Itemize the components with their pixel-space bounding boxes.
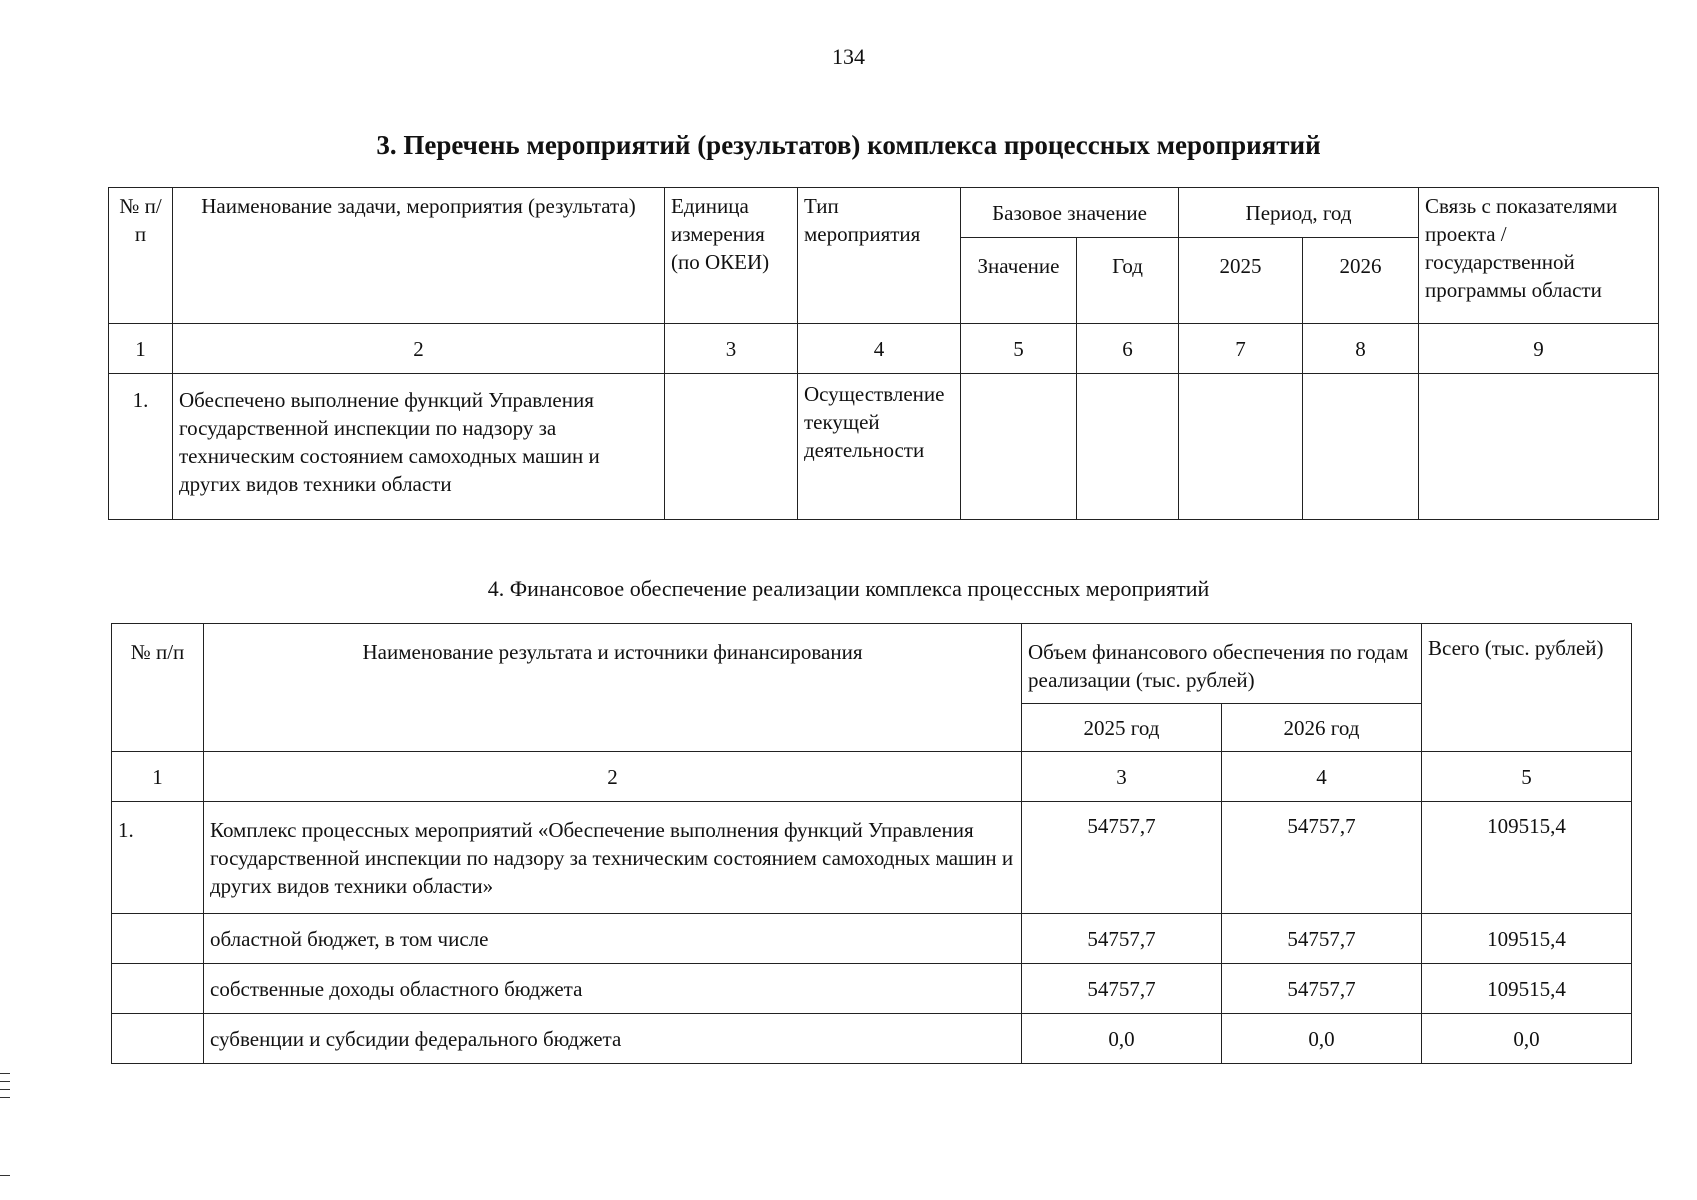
header-volume: Объем финансового обеспечения по годам реализации (тыс. рублей) bbox=[1022, 624, 1422, 704]
col-number: 1 bbox=[109, 324, 173, 374]
row-2026: 54757,7 bbox=[1222, 914, 1422, 964]
row-2026: 0,0 bbox=[1222, 1014, 1422, 1064]
row-total: 109515,4 bbox=[1422, 802, 1632, 914]
header-2026: 2026 год bbox=[1222, 704, 1422, 752]
header-type: Тип мероприятия bbox=[798, 188, 961, 324]
col-number: 1 bbox=[112, 752, 204, 802]
row-base-value bbox=[961, 374, 1077, 520]
row-2026: 54757,7 bbox=[1222, 964, 1422, 1014]
col-number: 6 bbox=[1077, 324, 1179, 374]
header-total: Всего (тыс. рублей) bbox=[1422, 624, 1632, 752]
row-2025: 54757,7 bbox=[1022, 914, 1222, 964]
margin-mark bbox=[0, 1073, 10, 1074]
row-total: 109515,4 bbox=[1422, 914, 1632, 964]
row-2025: 54757,7 bbox=[1022, 964, 1222, 1014]
row-link bbox=[1419, 374, 1659, 520]
row-num: 1. bbox=[112, 802, 204, 914]
header-base-year: Год bbox=[1077, 238, 1179, 324]
table-row bbox=[112, 1014, 1632, 1064]
column-numbers-row bbox=[109, 324, 1659, 374]
row-type: Осуществление текущей деятельности bbox=[798, 374, 961, 520]
header-period: Период, год bbox=[1179, 188, 1419, 238]
col-number: 3 bbox=[1022, 752, 1222, 802]
col-number: 7 bbox=[1179, 324, 1303, 374]
header-2025: 2025 bbox=[1179, 238, 1303, 324]
row-total: 0,0 bbox=[1422, 1014, 1632, 1064]
row-base-year bbox=[1077, 374, 1179, 520]
row-2025: 54757,7 bbox=[1022, 802, 1222, 914]
row-num bbox=[112, 914, 204, 964]
col-number: 4 bbox=[798, 324, 961, 374]
header-num: № п/п bbox=[112, 624, 204, 752]
row-2025: 0,0 bbox=[1022, 1014, 1222, 1064]
financing-table bbox=[111, 623, 1632, 1064]
row-unit bbox=[665, 374, 798, 520]
col-number: 9 bbox=[1419, 324, 1659, 374]
row-name: областной бюджет, в том числе bbox=[204, 914, 1022, 964]
header-2025: 2025 год bbox=[1022, 704, 1222, 752]
row-num bbox=[112, 964, 204, 1014]
margin-mark bbox=[0, 1081, 10, 1082]
header-unit: Единица измерения (по ОКЕИ) bbox=[665, 188, 798, 324]
row-name: Комплекс процессных мероприятий «Обеспечение выполнения функций Управления государственной инспекции по надзору за техническим состоянием самоходных машин и других видов техники области» bbox=[204, 802, 1022, 914]
col-number: 2 bbox=[173, 324, 665, 374]
header-num: № п/п bbox=[109, 188, 173, 324]
page-number: 134 bbox=[832, 44, 865, 69]
margin-mark bbox=[0, 1175, 10, 1176]
col-number: 3 bbox=[665, 324, 798, 374]
table-row bbox=[112, 914, 1632, 964]
col-number: 4 bbox=[1222, 752, 1422, 802]
column-numbers-row bbox=[112, 752, 1632, 802]
row-num: 1. bbox=[109, 374, 173, 520]
header-name: Наименование задачи, мероприятия (результата) bbox=[173, 188, 665, 324]
row-num bbox=[112, 1014, 204, 1064]
col-number: 5 bbox=[961, 324, 1077, 374]
row-name: субвенции и субсидии федерального бюджета bbox=[204, 1014, 1022, 1064]
activities-table bbox=[108, 187, 1659, 520]
margin-mark bbox=[0, 1089, 10, 1090]
header-base-value: Значение bbox=[961, 238, 1077, 324]
section-3-title: 3. Перечень мероприятий (результатов) комплекса процессных мероприятий bbox=[376, 130, 1321, 160]
row-2026: 54757,7 bbox=[1222, 802, 1422, 914]
col-number: 2 bbox=[204, 752, 1022, 802]
col-number: 8 bbox=[1303, 324, 1419, 374]
margin-mark bbox=[0, 1097, 10, 1098]
row-total: 109515,4 bbox=[1422, 964, 1632, 1014]
row-name: собственные доходы областного бюджета bbox=[204, 964, 1022, 1014]
header-link: Связь с показателями проекта / государственной программы области bbox=[1419, 188, 1659, 324]
section-4-title: 4. Финансовое обеспечение реализации комплекса процессных мероприятий bbox=[487, 576, 1210, 601]
row-2025 bbox=[1179, 374, 1303, 520]
row-2026 bbox=[1303, 374, 1419, 520]
table-row bbox=[112, 802, 1632, 914]
header-name: Наименование результата и источники финансирования bbox=[204, 624, 1022, 752]
header-base: Базовое значение bbox=[961, 188, 1179, 238]
row-name: Обеспечено выполнение функций Управления государственной инспекции по надзору за техническим состоянием самоходных машин и других видов техники области bbox=[173, 374, 665, 520]
table-row bbox=[109, 374, 1659, 520]
table-row bbox=[112, 964, 1632, 1014]
header-2026: 2026 bbox=[1303, 238, 1419, 324]
col-number: 5 bbox=[1422, 752, 1632, 802]
